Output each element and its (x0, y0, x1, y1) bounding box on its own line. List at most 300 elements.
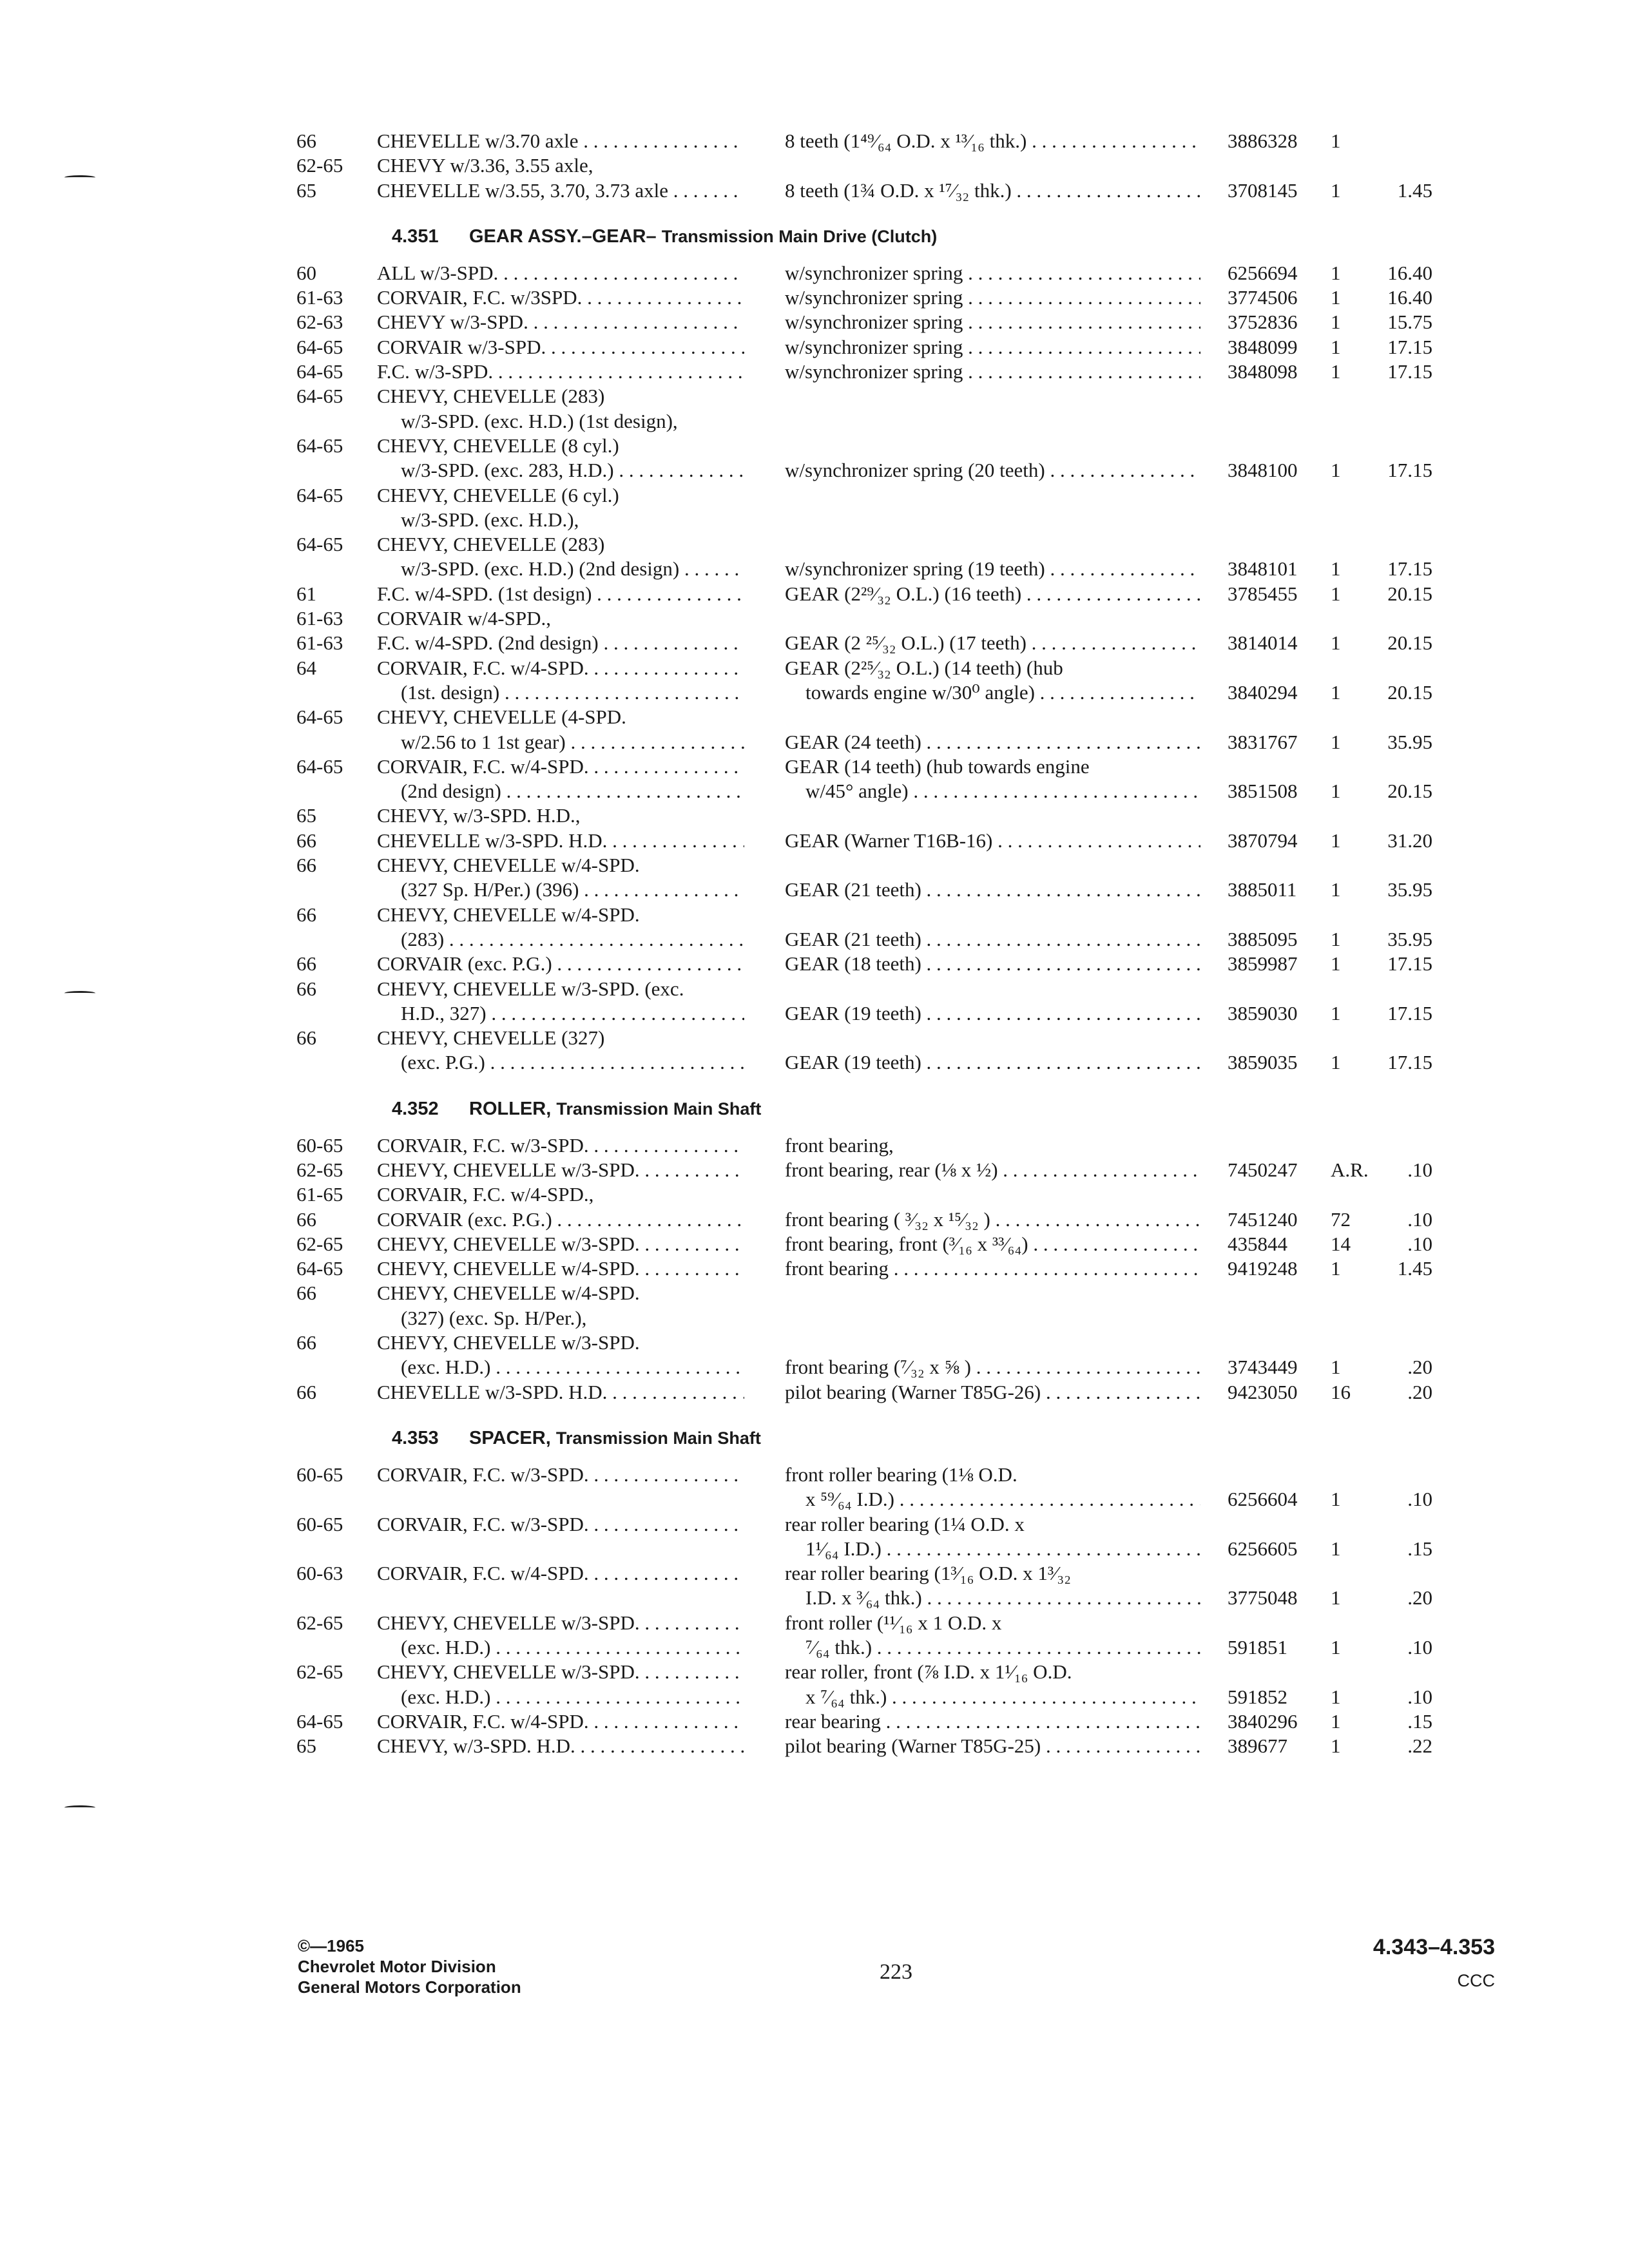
section-title (469, 1414, 761, 1463)
table-row (0, 1660, 1629, 1684)
section-title (469, 1084, 761, 1133)
part-number-cell: 591852 (1228, 1685, 1287, 1708)
year-cell: 60 (296, 261, 316, 284)
price-cell: .10 (1407, 1207, 1432, 1231)
description-cell: rear roller bearing (1¼ O.D. x (785, 1512, 1025, 1535)
quantity-cell: 1 (1331, 780, 1341, 803)
description-cell: GEAR (21 teeth) . . . (785, 878, 1200, 902)
quantity-cell: 1 (1331, 311, 1341, 334)
model-cell: (327 Sp. H/Per.) (396) . . . (401, 878, 744, 902)
part-number-cell: 389677 (1228, 1735, 1287, 1758)
year-cell: 61-63 (296, 631, 343, 655)
catalog-code: CCC (1457, 1971, 1495, 1990)
section-title-sub: Transmission Main Shaft (556, 1099, 762, 1119)
year-cell: 62-65 (296, 1232, 343, 1255)
year-cell: 61 (296, 582, 316, 605)
year-cell: 64-65 (296, 754, 343, 778)
table-row (0, 680, 1629, 705)
price-cell: .15 (1407, 1709, 1432, 1733)
model-cell: (exc. H.D.) . . . (401, 1685, 744, 1709)
part-number-cell: 3785455 (1228, 582, 1298, 605)
publisher-block (298, 1936, 521, 1997)
part-number-cell: 3840296 (1228, 1709, 1298, 1733)
section-heading (0, 1084, 1629, 1133)
year-cell: 65 (296, 1735, 316, 1758)
price-cell: .20 (1407, 1586, 1432, 1610)
table-row (0, 1463, 1629, 1487)
table-row (0, 631, 1629, 655)
model-cell: F.C. w/4-SPD. (1st design) . . . (377, 582, 744, 606)
year-cell: 60-65 (296, 1512, 343, 1535)
table-row (0, 779, 1629, 803)
quantity-cell: 1 (1331, 1537, 1341, 1560)
model-cell: CHEVY, CHEVELLE w/3-SPD. (exc. (377, 977, 684, 1000)
table-row (0, 178, 1629, 203)
quantity-cell: 1 (1331, 631, 1341, 655)
price-cell: .10 (1407, 1488, 1432, 1511)
price-cell: 17.15 (1387, 360, 1432, 383)
table-row (0, 360, 1629, 384)
model-cell: CORVAIR w/4-SPD., (377, 607, 551, 630)
part-number-cell: 3848099 (1228, 335, 1298, 358)
table-row (0, 532, 1629, 557)
section-range: 4.343–4.353 (1373, 1935, 1495, 1959)
model-cell: CHEVELLE w/3.55, 3.70, 3.73 axle . . . (377, 178, 744, 203)
year-cell: 66 (296, 1380, 316, 1403)
table-row (0, 557, 1629, 581)
price-cell: .22 (1407, 1735, 1432, 1758)
table-row (0, 1561, 1629, 1586)
table-row (0, 1611, 1629, 1635)
year-cell: 66 (296, 1026, 316, 1050)
price-cell: 35.95 (1387, 730, 1432, 753)
description-cell: GEAR (2²⁹⁄₃₂ O.L.) (16 teeth) . . . (785, 582, 1200, 606)
table-row (0, 582, 1629, 606)
part-number-cell: 3831767 (1228, 730, 1298, 753)
section-title-sub: Transmission Main Drive (Clutch) (661, 226, 938, 246)
model-cell: (2nd design) . . . (401, 779, 744, 803)
model-cell: CHEVY, CHEVELLE w/3-SPD. . . . (377, 1232, 744, 1256)
description-cell: GEAR (19 teeth) . . . (785, 1001, 1200, 1026)
table-row (0, 1001, 1629, 1026)
table-row (0, 853, 1629, 878)
model-cell: CORVAIR, F.C. w/4-SPD. . . . (377, 656, 744, 680)
copyright-line: ©—1965 (298, 1936, 364, 1956)
table-row (0, 656, 1629, 680)
quantity-cell: 1 (1331, 1709, 1341, 1733)
model-cell: CORVAIR w/3-SPD. . . . (377, 335, 744, 360)
part-number-cell: 3870794 (1228, 829, 1298, 852)
quantity-cell: 1 (1331, 1586, 1341, 1610)
model-cell: CORVAIR, F.C. w/3-SPD. . . . (377, 1133, 744, 1158)
year-cell: 64-65 (296, 706, 343, 729)
part-number-cell: 3814014 (1228, 631, 1298, 655)
year-cell: 66 (296, 130, 316, 152)
part-number-cell: 3885095 (1228, 927, 1298, 950)
model-cell: ALL w/3-SPD. . . . (377, 261, 744, 285)
description-cell: front bearing, (785, 1133, 894, 1157)
description-cell: towards engine w/30⁰ angle) . . . (805, 680, 1200, 705)
price-cell: 35.95 (1387, 878, 1432, 901)
quantity-cell: 1 (1331, 557, 1341, 581)
model-cell: CHEVY, CHEVELLE w/3-SPD. (377, 1331, 640, 1354)
model-cell: w/3-SPD. (exc. H.D.) (1st design), (401, 409, 678, 432)
part-number-cell: 6256604 (1228, 1488, 1298, 1511)
model-cell: CORVAIR, F.C. w/4-SPD. . . . (377, 1709, 744, 1734)
year-cell: 62-65 (296, 1611, 343, 1634)
part-number-cell: 3848100 (1228, 459, 1298, 482)
year-cell: 66 (296, 1282, 316, 1305)
parts-listing (0, 129, 1629, 1759)
model-cell: CHEVY, CHEVELLE (283) (377, 385, 605, 408)
margin-mark (64, 1805, 95, 1810)
description-cell: rear roller bearing (1³⁄₁₆ O.D. x 1³⁄₃₂ (785, 1562, 1072, 1585)
section-title-main: ROLLER, (469, 1098, 552, 1119)
quantity-cell: 1 (1331, 178, 1341, 202)
price-cell: 1.45 (1397, 178, 1432, 202)
part-number-cell: 591851 (1228, 1636, 1287, 1659)
quantity-cell: 72 (1331, 1207, 1351, 1231)
price-cell: 17.15 (1387, 1051, 1432, 1074)
section-heading (0, 1414, 1629, 1463)
table-row (0, 285, 1629, 310)
quantity-cell: 16 (1331, 1380, 1351, 1403)
part-number-cell: 3851508 (1228, 780, 1298, 803)
model-cell: CHEVY, CHEVELLE w/3-SPD. . . . (377, 1158, 744, 1182)
model-cell: CHEVY, CHEVELLE w/4-SPD. (377, 903, 640, 926)
description-cell: w/synchronizer spring . . . (785, 360, 1200, 384)
model-cell: w/3-SPD. (exc. H.D.) (2nd design) . . . (401, 557, 744, 581)
price-cell: .10 (1407, 1685, 1432, 1708)
model-cell: CHEVY w/3-SPD. . . . (377, 310, 744, 334)
section-number: 4.351 (392, 226, 439, 247)
price-cell: 20.15 (1387, 780, 1432, 803)
description-cell: front bearing . . . (785, 1256, 1200, 1281)
table-row (0, 1586, 1629, 1610)
table-row (0, 705, 1629, 729)
quantity-cell: 1 (1331, 730, 1341, 753)
description-cell: GEAR (21 teeth) . . . (785, 927, 1200, 952)
quantity-cell: 1 (1331, 261, 1341, 284)
part-number-cell: 3752836 (1228, 311, 1298, 334)
year-cell: 61-63 (296, 286, 343, 309)
price-cell: .15 (1407, 1537, 1432, 1560)
description-cell: w/synchronizer spring . . . (785, 285, 1200, 310)
price-cell: .10 (1407, 1636, 1432, 1659)
quantity-cell: 1 (1331, 1051, 1341, 1074)
table-row (0, 1133, 1629, 1158)
table-row (0, 261, 1629, 285)
description-cell: pilot bearing (Warner T85G-26) . . . (785, 1380, 1200, 1405)
model-cell: CHEVELLE w/3-SPD. H.D. . . . (377, 829, 744, 853)
part-number-cell: 3859030 (1228, 1001, 1298, 1024)
model-cell: CHEVY, CHEVELLE (327) (377, 1026, 605, 1050)
division-line: Chevrolet Motor Division (298, 1957, 496, 1976)
description-cell: GEAR (2 ²⁵⁄₃₂ O.L.) (17 teeth) . . . (785, 631, 1200, 655)
part-number-cell: 3848098 (1228, 360, 1298, 383)
table-row (0, 1685, 1629, 1709)
quantity-cell: 1 (1331, 927, 1341, 950)
table-row (0, 310, 1629, 334)
model-cell: CORVAIR, F.C. w/4-SPD. . . . (377, 754, 744, 779)
quantity-cell: 1 (1331, 878, 1341, 901)
year-cell: 64-65 (296, 385, 343, 408)
model-cell: (327) (exc. Sp. H/Per.), (401, 1306, 587, 1329)
section-gap (0, 203, 1629, 212)
part-number-cell: 3840294 (1228, 680, 1298, 704)
model-cell: CHEVY, CHEVELLE (283) (377, 533, 605, 556)
model-cell: CHEVY, CHEVELLE (4-SPD. (377, 706, 626, 729)
description-cell: front bearing, front (³⁄₁₆ x ³³⁄₆₄) . . . (785, 1232, 1200, 1256)
year-cell: 61-63 (296, 607, 343, 630)
part-number-cell: 3859987 (1228, 952, 1298, 975)
quantity-cell: 14 (1331, 1232, 1351, 1255)
price-cell: 20.15 (1387, 582, 1432, 605)
table-row (0, 1256, 1629, 1281)
part-number-cell: 7450247 (1228, 1158, 1298, 1181)
table-row (0, 1709, 1629, 1734)
table-row (0, 1158, 1629, 1182)
quantity-cell: 1 (1331, 1356, 1341, 1379)
quantity-cell: 1 (1331, 829, 1341, 852)
model-cell: CORVAIR, F.C. w/3-SPD. . . . (377, 1463, 744, 1487)
table-row (0, 952, 1629, 976)
table-row (0, 927, 1629, 952)
year-cell: 66 (296, 903, 316, 926)
part-number-cell: 7451240 (1228, 1207, 1298, 1231)
model-cell: CORVAIR (exc. P.G.) . . . (377, 1207, 744, 1232)
model-cell: CHEVY, CHEVELLE w/3-SPD. . . . (377, 1660, 744, 1684)
description-cell: I.D. x ³⁄₆₄ thk.) . . . (805, 1586, 1200, 1610)
year-cell: 66 (296, 829, 316, 852)
section-title (469, 212, 937, 261)
year-cell: 65 (296, 178, 316, 202)
quantity-cell: 1 (1331, 952, 1341, 975)
section-range-block (1373, 1930, 1495, 1997)
year-cell: 62-63 (296, 311, 343, 334)
table-row (0, 1050, 1629, 1075)
model-cell: CORVAIR, F.C. w/4-SPD. . . . (377, 1561, 744, 1586)
table-row (0, 754, 1629, 779)
year-cell: 66 (296, 952, 316, 975)
model-cell: F.C. w/3-SPD. . . . (377, 360, 744, 384)
quantity-cell: 1 (1331, 459, 1341, 482)
page-number: 223 (880, 1960, 912, 1984)
table-row (0, 1026, 1629, 1050)
description-cell: front roller bearing (1⅛ O.D. (785, 1463, 1017, 1486)
table-row (0, 1380, 1629, 1405)
price-cell: .10 (1407, 1232, 1432, 1255)
quantity-cell: 1 (1331, 130, 1341, 152)
year-cell: 62-65 (296, 154, 343, 177)
year-cell: 64-65 (296, 360, 343, 383)
quantity-cell: 1 (1331, 1488, 1341, 1511)
description-cell: w/synchronizer spring . . . (785, 261, 1200, 285)
table-row (0, 409, 1629, 434)
quantity-cell: 1 (1331, 286, 1341, 309)
table-row (0, 1537, 1629, 1561)
year-cell: 64-65 (296, 1709, 343, 1733)
table-row (0, 508, 1629, 532)
table-row (0, 458, 1629, 483)
table-row (0, 1635, 1629, 1660)
part-number-cell: 9419248 (1228, 1257, 1298, 1280)
quantity-cell: 1 (1331, 1257, 1341, 1280)
model-cell: CHEVY, CHEVELLE (8 cyl.) (377, 434, 619, 457)
table-row (0, 335, 1629, 360)
section-gap (0, 1405, 1629, 1414)
model-cell: CHEVY, CHEVELLE w/4-SPD. (377, 854, 640, 877)
table-row (0, 1512, 1629, 1537)
price-cell: 35.95 (1387, 927, 1432, 950)
price-cell: 17.15 (1387, 952, 1432, 975)
model-cell: CHEVY, CHEVELLE w/4-SPD. . . . (377, 1256, 744, 1281)
description-cell: w/synchronizer spring . . . (785, 310, 1200, 334)
model-cell: CHEVY, CHEVELLE (6 cyl.) (377, 483, 619, 506)
table-row (0, 730, 1629, 754)
price-cell: .20 (1407, 1356, 1432, 1379)
price-cell: .10 (1407, 1158, 1432, 1181)
description-cell: w/synchronizer spring (19 teeth) . . . (785, 557, 1200, 581)
table-row (0, 977, 1629, 1001)
part-number-cell: 9423050 (1228, 1380, 1298, 1403)
part-number-cell: 3886328 (1228, 130, 1298, 152)
model-cell: CHEVELLE w/3-SPD. H.D. . . . (377, 1380, 744, 1405)
model-cell: CHEVELLE w/3.70 axle . . . (377, 129, 744, 153)
year-cell: 66 (296, 1207, 316, 1231)
section-gap (0, 1075, 1629, 1084)
year-cell: 66 (296, 1331, 316, 1354)
price-cell: 17.15 (1387, 1001, 1432, 1024)
table-row (0, 1182, 1629, 1207)
year-cell: 62-65 (296, 1158, 343, 1181)
table-row (0, 803, 1629, 828)
part-number-cell: 3743449 (1228, 1356, 1298, 1379)
quantity-cell: 1 (1331, 335, 1341, 358)
model-cell: CORVAIR (exc. P.G.) . . . (377, 952, 744, 976)
description-cell: w/synchronizer spring (20 teeth) . . . (785, 458, 1200, 483)
table-row (0, 483, 1629, 508)
table-row (0, 1331, 1629, 1355)
model-cell: (exc. P.G.) . . . (401, 1050, 744, 1075)
description-cell: 8 teeth (1¾ O.D. x ¹⁷⁄₃₂ thk.) . . . (785, 178, 1200, 203)
table-row (0, 1306, 1629, 1331)
description-cell: front bearing ( ³⁄₃₂ x ¹⁵⁄₃₂ ) . . . (785, 1207, 1200, 1232)
section-number: 4.353 (392, 1427, 439, 1448)
year-cell: 64-65 (296, 335, 343, 358)
table-row (0, 1487, 1629, 1512)
part-number-cell: 3774506 (1228, 286, 1298, 309)
table-row (0, 903, 1629, 927)
table-row (0, 384, 1629, 408)
year-cell: 64-65 (296, 434, 343, 457)
part-number-cell: 3775048 (1228, 1586, 1298, 1610)
model-cell: H.D., 327) . . . (401, 1001, 744, 1026)
quantity-cell: 1 (1331, 680, 1341, 704)
part-number-cell: 6256694 (1228, 261, 1298, 284)
description-cell: GEAR (Warner T16B-16) . . . (785, 829, 1200, 853)
table-row (0, 606, 1629, 631)
price-cell: 20.15 (1387, 680, 1432, 704)
description-cell: rear roller, front (⅞ I.D. x 1¹⁄₁₆ O.D. (785, 1660, 1072, 1684)
model-cell: (1st. design) . . . (401, 680, 744, 705)
model-cell: CHEVY, w/3-SPD. H.D., (377, 804, 581, 827)
table-row (0, 829, 1629, 853)
model-cell: CORVAIR, F.C. w/3-SPD. . . . (377, 1512, 744, 1537)
description-cell: GEAR (19 teeth) . . . (785, 1050, 1200, 1075)
description-cell: 8 teeth (1⁴⁹⁄₆₄ O.D. x ¹³⁄₁₆ thk.) . . . (785, 129, 1200, 153)
description-cell: 1¹⁄₆₄ I.D.) . . . (805, 1537, 1200, 1561)
price-cell: 17.15 (1387, 557, 1432, 581)
price-cell: 16.40 (1387, 261, 1432, 284)
price-cell: 20.15 (1387, 631, 1432, 655)
quantity-cell: 1 (1331, 1636, 1341, 1659)
description-cell: pilot bearing (Warner T85G-25) . . . (785, 1734, 1200, 1758)
model-cell: w/3-SPD. (exc. H.D.), (401, 508, 579, 531)
year-cell: 60-65 (296, 1463, 343, 1486)
table-row (0, 1281, 1629, 1305)
year-cell: 64-65 (296, 533, 343, 556)
model-cell: w/2.56 to 1 1st gear) . . . (401, 730, 744, 754)
part-number-cell: 3848101 (1228, 557, 1298, 581)
section-title-main: SPACER, (469, 1427, 551, 1448)
model-cell: (exc. H.D.) . . . (401, 1355, 744, 1379)
price-cell: 31.20 (1387, 829, 1432, 852)
model-cell: CORVAIR, F.C. w/3SPD. . . . (377, 285, 744, 310)
model-cell: CHEVY w/3.36, 3.55 axle, (377, 154, 593, 177)
part-number-cell: 6256605 (1228, 1537, 1298, 1560)
description-cell: w/synchronizer spring . . . (785, 335, 1200, 360)
corporation-line: General Motors Corporation (298, 1977, 521, 1997)
quantity-cell: 1 (1331, 1001, 1341, 1024)
year-cell: 64-65 (296, 483, 343, 506)
part-number-cell: 3885011 (1228, 878, 1297, 901)
section-title-sub: Transmission Main Shaft (555, 1428, 761, 1448)
model-cell: CHEVY, w/3-SPD. H.D. . . . (377, 1734, 744, 1758)
year-cell: 64 (296, 656, 316, 679)
model-cell: CHEVY, CHEVELLE w/3-SPD. . . . (377, 1611, 744, 1635)
price-cell: 17.15 (1387, 459, 1432, 482)
quantity-cell: 1 (1331, 360, 1341, 383)
description-cell: rear bearing . . . (785, 1709, 1200, 1734)
section-title-main: GEAR ASSY.–GEAR– (469, 226, 657, 247)
description-cell: front bearing, rear (⅛ x ½) . . . (785, 1158, 1200, 1182)
model-cell: (exc. H.D.) . . . (401, 1635, 744, 1660)
description-cell: front roller (¹¹⁄₁₆ x 1 O.D. x (785, 1611, 1002, 1634)
year-cell: 65 (296, 804, 316, 827)
price-cell: 1.45 (1397, 1257, 1432, 1280)
table-row (0, 153, 1629, 178)
quantity-cell: 1 (1331, 1735, 1341, 1758)
table-row (0, 1232, 1629, 1256)
quantity-cell: 1 (1331, 582, 1341, 605)
quantity-cell: 1 (1331, 1685, 1341, 1708)
year-cell: 60-65 (296, 1133, 343, 1157)
part-number-cell: 3708145 (1228, 178, 1298, 202)
year-cell: 60-63 (296, 1562, 343, 1585)
year-cell: 62-65 (296, 1660, 343, 1684)
model-cell: (283) . . . (401, 927, 744, 952)
description-cell: GEAR (24 teeth) . . . (785, 730, 1200, 754)
price-cell: 16.40 (1387, 286, 1432, 309)
table-row (0, 1734, 1629, 1758)
year-cell: 66 (296, 977, 316, 1000)
description-cell: x ⁵⁹⁄₆₄ I.D.) . . . (805, 1487, 1200, 1512)
table-row (0, 1355, 1629, 1379)
section-number: 4.352 (392, 1098, 439, 1119)
model-cell: w/3-SPD. (exc. 283, H.D.) . . . (401, 458, 744, 483)
model-cell: CHEVY, CHEVELLE w/4-SPD. (377, 1282, 640, 1305)
